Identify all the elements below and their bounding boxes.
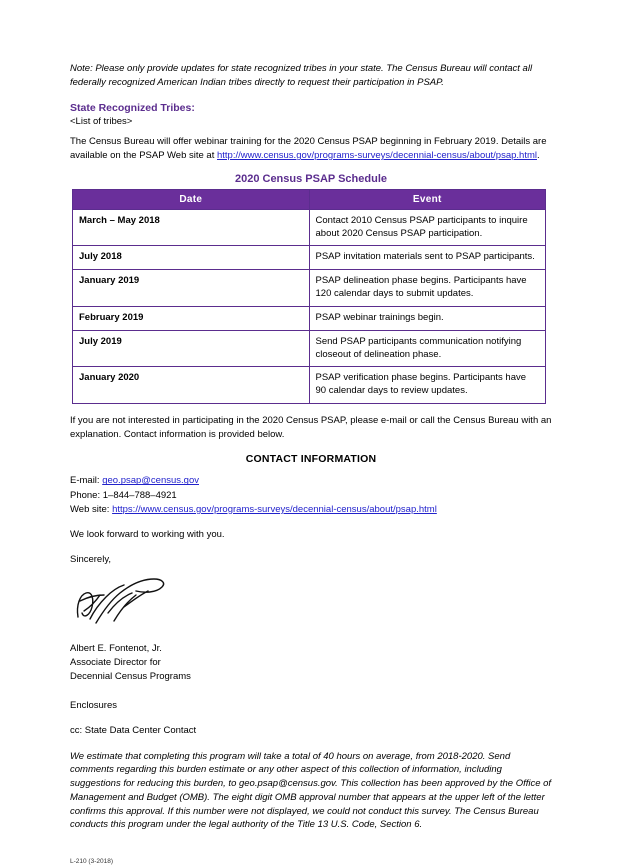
cell-date: January 2020 (73, 367, 310, 404)
table-row (73, 209, 546, 246)
cell-event: PSAP webinar trainings begin. (309, 306, 546, 330)
cell-date: July 2019 (73, 330, 310, 367)
webinar-paragraph-period: . (537, 150, 540, 162)
signer-title-line-2: Decennial Census Programs (70, 670, 191, 682)
schedule-table-title: 2020 Census PSAP Schedule (234, 172, 388, 185)
email-link[interactable]: geo.psap@census.gov (102, 475, 199, 487)
tribes-list-placeholder: <List of tribes> (70, 115, 133, 127)
sincerely-line: Sincerely, (70, 554, 112, 566)
form-code: L-210 (3-2018) (70, 858, 113, 865)
state-recognized-tribes-heading: State Recognized Tribes: (70, 101, 195, 114)
cell-event: Contact 2010 Census PSAP participants to inquire about 2020 Census PSAP participation. (309, 209, 546, 246)
email-label: E-mail: (70, 475, 103, 487)
signer-block (70, 642, 552, 683)
psap-schedule-table (72, 189, 546, 404)
note-paragraph: Note: Please only provide updates for state recognized tribes in your state. The Census Bureau will contact all federally recognized American Indian tribes directly to request their participation in PSAP. (70, 63, 533, 88)
table-row (73, 330, 546, 367)
column-header-event: Event (309, 189, 546, 209)
phone-label: Phone: (70, 489, 103, 501)
column-header-date: Date (73, 189, 310, 209)
table-header-row (73, 189, 546, 209)
table-row (73, 246, 546, 270)
contact-phone-line (70, 489, 552, 503)
cc-line: cc: State Data Center Contact (70, 724, 197, 736)
cell-date: January 2019 (73, 270, 310, 307)
psap-website-link-2[interactable]: https://www.census.gov/programs-surveys/decennial-census/about/psap.html (112, 503, 437, 515)
signer-title-line-1: Associate Director for (70, 657, 161, 668)
signer-name: Albert E. Fontenot, Jr. (70, 643, 162, 655)
psap-website-link-1[interactable]: http://www.census.gov/programs-surveys/decennial-census/about/psap.html (217, 150, 537, 162)
table-row (73, 367, 546, 404)
burden-statement: We estimate that completing this program will take a total of 40 hours on average, from 2018-2020. Send comments regarding this burden estimate or any other aspect of this collection of information, including suggestions for reducing this burden, to geo.psap@census.gov. This collection has been approved by the Office of Management and Budget (OMB). The eight digit OMB approval number that appears at the upper left of the letter confirms this approval. If this number were not displayed, we could not conduct this survey. The Census Bureau conducts this program under the legal authority of the Title 13 U.S. Code, Section 6. (70, 750, 552, 831)
cell-date: July 2018 (73, 246, 310, 270)
document-body (70, 62, 552, 865)
contact-email-line (70, 474, 552, 488)
signature-image (70, 567, 200, 633)
webinar-paragraph (70, 135, 552, 163)
table-row (73, 270, 546, 307)
webinar-paragraph-text: The Census Bureau will offer webinar training for the 2020 Census PSAP beginning in February 2019. Details are available on the PSAP Web site at (70, 136, 547, 162)
cell-date: February 2019 (73, 306, 310, 330)
cell-event: Send PSAP participants communication notifying closeout of delineation phase. (309, 330, 546, 367)
phone-value: 1–844–788–4921 (102, 489, 177, 501)
opt-out-paragraph: If you are not interested in participating in the 2020 Census PSAP, please e-mail or call the Census Bureau with an explanation. Contact information is provided below. (70, 414, 552, 440)
closing-line: We look forward to working with you. (70, 529, 225, 541)
contact-website-line (70, 503, 552, 517)
website-label: Web site: (70, 503, 113, 515)
contact-information-heading: CONTACT INFORMATION (245, 453, 377, 466)
cell-date: March – May 2018 (73, 209, 310, 246)
cell-event: PSAP invitation materials sent to PSAP participants. (309, 246, 546, 270)
enclosures-line: Enclosures (70, 699, 117, 711)
table-row (73, 306, 546, 330)
cell-event: PSAP delineation phase begins. Participants have 120 calendar days to submit updates. (309, 270, 546, 307)
cell-event: PSAP verification phase begins. Participants have 90 calendar days to review updates. (309, 367, 546, 404)
